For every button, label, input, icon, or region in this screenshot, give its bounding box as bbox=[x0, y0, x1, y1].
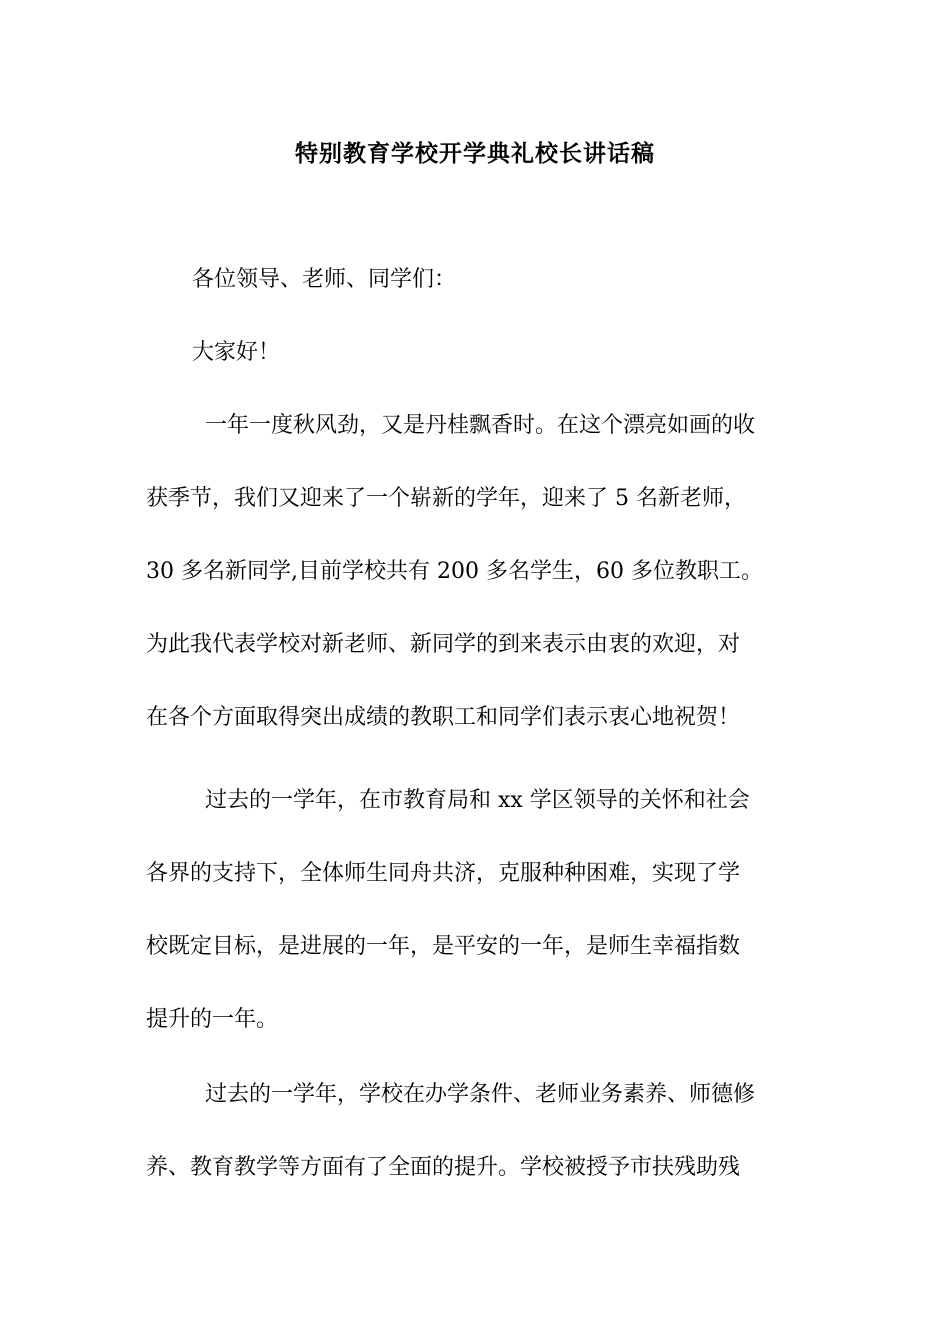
paragraph-line: 各界的支持下，全体师生同舟共济，克服种种困难，实现了学 bbox=[146, 861, 741, 886]
paragraph-line: 一年一度秋风劲，又是丹桂飘香时。在这个漂亮如画的收 bbox=[205, 413, 756, 438]
paragraph-line: 过去的一学年，学校在办学条件、老师业务素养、师德修 bbox=[205, 1082, 756, 1107]
salutation-line: 各位领导、老师、同学们： bbox=[192, 267, 457, 292]
paragraph-line: 在各个方面取得突出成绩的教职工和同学们表示衷心地祝贺！ bbox=[146, 705, 741, 730]
paragraph-line: 为此我代表学校对新老师、新同学的到来表示由衷的欢迎，对 bbox=[146, 632, 741, 657]
greeting-line: 大家好！ bbox=[192, 340, 281, 365]
paragraph-line: 校既定目标，是进展的一年，是平安的一年，是师生幸福指数 bbox=[146, 934, 741, 959]
paragraph-line: 过去的一学年，在市教育局和 xx 学区领导的关怀和社会 bbox=[205, 788, 750, 813]
document-title: 特别教育学校开学典礼校长讲话稿 bbox=[295, 140, 655, 167]
paragraph-line: 30 多名新同学,目前学校共有 200 多名学生，60 多位教职工。 bbox=[146, 559, 763, 584]
paragraph-line: 养、教育教学等方面有了全面的提升。学校被授予市扶残助残 bbox=[146, 1155, 741, 1180]
paragraph-line: 获季节，我们又迎来了一个崭新的学年，迎来了 5 名新老师， bbox=[146, 486, 746, 511]
paragraph-line: 提升的一年。 bbox=[146, 1007, 279, 1032]
